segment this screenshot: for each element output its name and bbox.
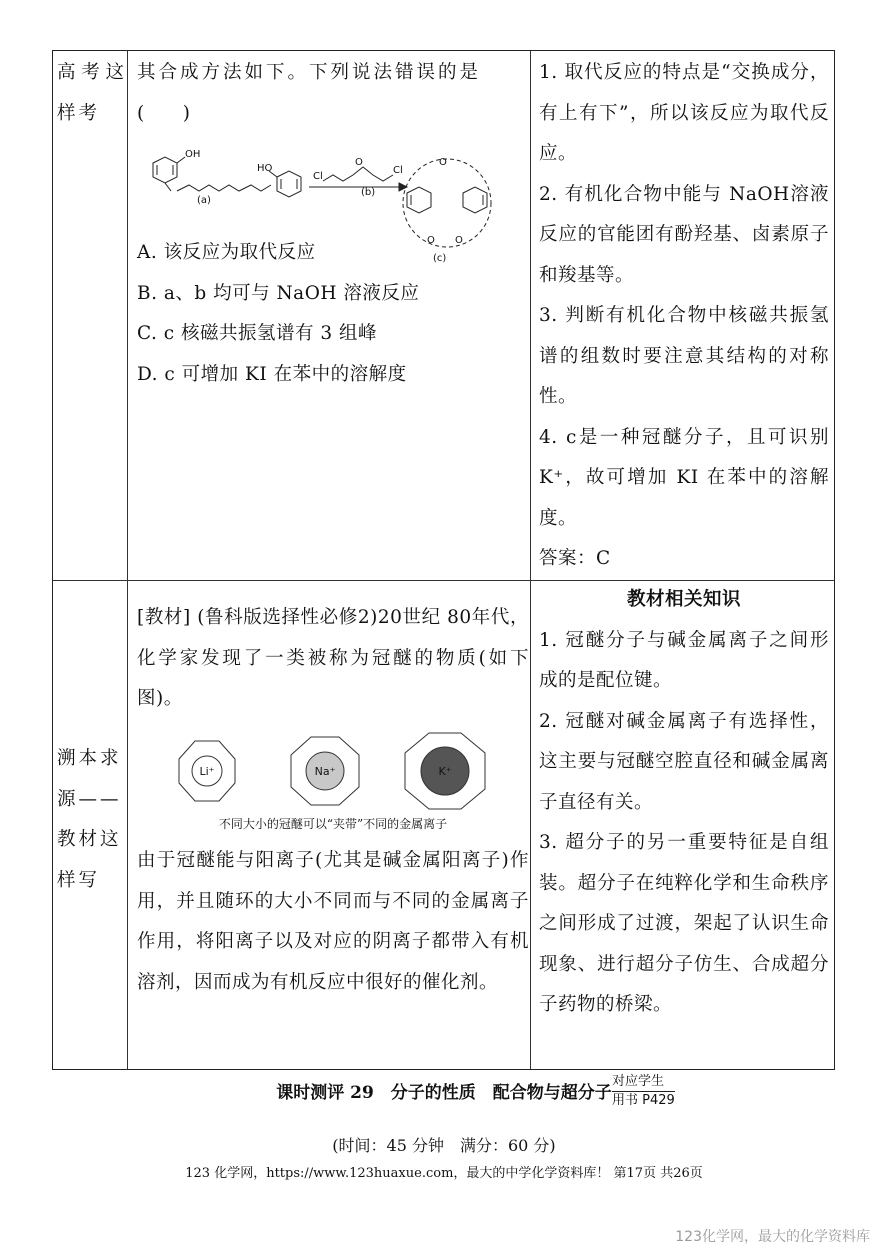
- content-table: [52, 50, 835, 1070]
- time-limit: (时间：45 分钟 满分：60 分): [332, 1136, 556, 1155]
- question-stem: 其合成方法如下。下列说法错误的是: [137, 62, 482, 83]
- textbook-source: [137, 598, 529, 720]
- oxygen-label: O: [455, 235, 463, 246]
- ion-label: Li⁺: [199, 765, 215, 778]
- answer: 答案：C: [539, 548, 611, 569]
- source-tag: [教材]: [137, 607, 191, 628]
- question-block: [137, 53, 529, 134]
- question-blank: ( ): [137, 102, 191, 124]
- row-label-textbook: 溯本求 源—— 教材这 样写: [57, 748, 122, 891]
- analysis-block: [539, 53, 829, 580]
- hydroxyl-label: OH: [185, 149, 201, 160]
- option-d: D. c 可增加 KI 在苯中的溶解度: [137, 363, 407, 385]
- textbook-paragraph: 由于冠醚能与阳离子(尤其是碱金属阳离子)作用，并且随环的大小不同而与不同的金属离子作用，将阳离子以及对应的阴离子都带入有机溶剂，因而成为有机反应中很好的催化剂。: [137, 850, 529, 993]
- oxygen-label: O: [355, 157, 363, 168]
- label-c: (c): [433, 253, 447, 264]
- option-b: B. a、b 均可与 NaOH 溶液反应: [137, 282, 420, 304]
- analysis-item: 4. c是一种冠醚分子，且可识别K⁺，故可增加 KI 在苯中的溶解度。: [539, 426, 829, 529]
- analysis-item: 3. 判断有机化合物中核磁共振氢谱的组数时要注意其结构的对称性。: [539, 305, 829, 407]
- options-list: [137, 233, 529, 395]
- chlorine-label: Cl: [313, 171, 323, 182]
- page-footer: 123 化学网，https://www.123huaxue.com，最大的中学化学资料库！ 第17页 共26页: [185, 1166, 703, 1181]
- section-title: 课时测评 29 分子的性质 配合物与超分子: [276, 1083, 612, 1103]
- knowledge-item: 3. 超分子的另一重要特征是自组装。超分子在纯粹化学和生命秩序之间形成了过渡，架起了认识生命现象、进行超分子仿生、合成超分子药物的桥梁。: [539, 832, 829, 1015]
- knowledge-block: [539, 580, 829, 1026]
- figure-caption: 不同大小的冠醚可以“夹带”不同的金属离子: [218, 817, 448, 831]
- hydroxyl-label: HO: [257, 163, 273, 174]
- chlorine-label: Cl: [393, 165, 403, 176]
- title-note: 对应学生 用书 P429: [612, 1074, 675, 1108]
- label-b: (b): [361, 187, 376, 198]
- column-divider: [530, 51, 531, 1069]
- analysis-item: 2. 有机化合物中能与 NaOH溶液反应的官能团有酚羟基、卤素原子和羧基等。: [539, 183, 829, 286]
- analysis-item: 1. 取代反应的特点是“交换成分，有上有下”，所以该反应为取代反应。: [539, 62, 829, 164]
- source-text: (鲁科版选择性必修2)20世纪 80年代，化学家发现了一类被称为冠醚的物质(如下图)。: [137, 607, 530, 709]
- option-a: A. 该反应为取代反应: [137, 242, 316, 263]
- watermark-text: 123化学网，最大的化学资料库: [675, 1229, 870, 1245]
- oxygen-label: O: [427, 235, 435, 246]
- label-a: (a): [197, 195, 211, 206]
- knowledge-title: 教材相关知识: [626, 589, 741, 610]
- row-label-exam: 高考这样考: [57, 62, 127, 124]
- knowledge-item: 2. 冠醚对碱金属离子有选择性，这主要与冠醚空腔直径和碱金属离子直径有关。: [539, 710, 829, 813]
- knowledge-item: 1. 冠醚分子与碱金属离子之间形成的是配位键。: [539, 629, 829, 691]
- option-c: C. c 核磁共振氢谱有 3 组峰: [137, 323, 378, 344]
- ion-label: K⁺: [438, 765, 452, 778]
- ion-label: Na⁺: [314, 765, 336, 778]
- oxygen-label: O: [439, 157, 447, 168]
- column-divider: [127, 51, 128, 1069]
